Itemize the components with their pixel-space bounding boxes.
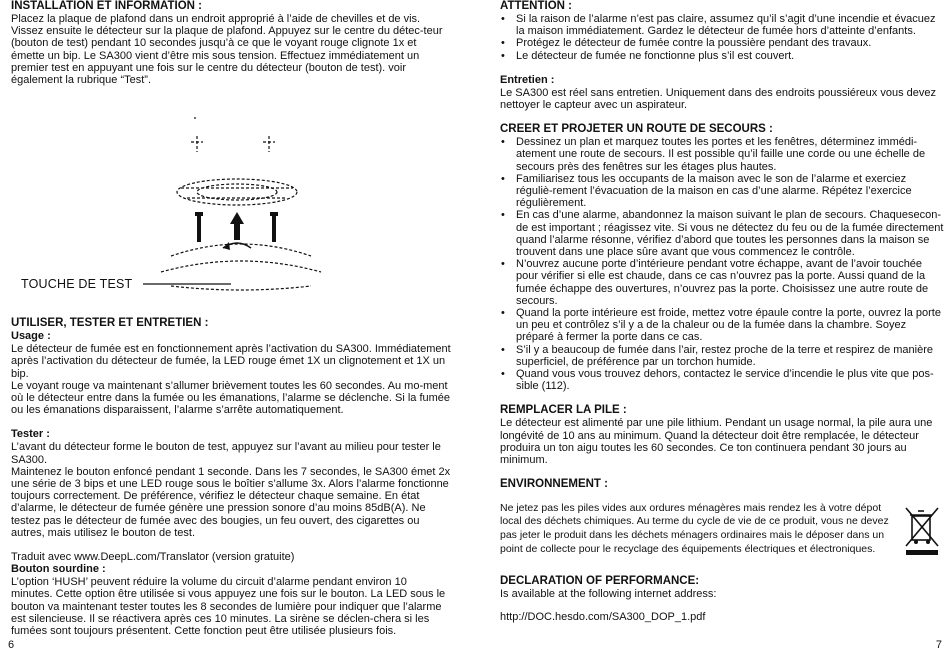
page-number-right: 7	[935, 639, 942, 651]
list-item: • Protégez le détecteur de fumée contre la poussière pendant des travaux.	[513, 37, 945, 49]
list-item: • Quand vous vous trouvez dehors, contactez le service d’incendie le plus vite que pos-sible (112).	[513, 368, 945, 392]
translated-note: Traduit avec www.DeepL.com/Translator (version gratuite)	[11, 551, 295, 564]
page-number-left: 6	[8, 639, 15, 651]
list-item: • Le détecteur de fumée ne fonctionne plus s’il est couvert.	[513, 50, 945, 62]
attention-list	[500, 13, 945, 62]
battery-text: Le détecteur est alimenté par une pile lithium. Pendant un usage normal, la pile aura une longévité de 10 ans au minimum. Quand la détecteur doit être remplacée, le détecteur produira un ton aigu toutes les 60 secondes. Ce ton continuera pendant 30 jours au minimum.	[500, 417, 933, 467]
hush-text: L’option ‘HUSH’ peuvent réduire la volume du circuit d’alarme pendant environ 10 minutes. Cette option être utilisée si vous appuyez une fois sur le bouton. La LED sous le bouton va maintenant tester toutes les 8 secondes de lumière pour indiquer que l’alarme est silencieuse. Il se réactivera après ces 10 minutes. La sirène se déclen-chera si les fumées sont toujours présentent. Cette fonction peut être utilisée plusieurs fois.	[11, 576, 446, 638]
list-item: • N’ouvrez aucune porte d’intérieure pendant votre échappe, avant de l’avoir touchée pour vérifier si elle est chaude, dans ce cas n’ouvrez pas la porte. Aussi quand de la fumée échappe des ouvertures, n’ouvrez pas la porte. Choisissez une autre route de secours.	[513, 258, 945, 307]
hush-subtitle: Bouton sourdine :	[11, 563, 106, 576]
battery-title: REMPLACER LA PILE :	[500, 404, 627, 417]
dop-title: DECLARATION OF PERFORMANCE:	[500, 574, 700, 587]
entretien-text: Le SA300 est réel sans entretien. Uniquement dans des endroits poussiéreux vous devez nettoyer le capteur avec un aspirateur.	[500, 86, 936, 112]
environment-text: Ne jetez pas les piles vides aux ordures ménagères mais rendez les à votre dépot local des déchets chimiques. Au terme du cycle de vie de ce produit, vous ne devez pas jeter le produit dans les déchets ménagers ordinaires mais le déposer dans un point de collecte pour le recyclage des équipements électriques et électroniques.	[500, 501, 889, 555]
weee-bin-icon	[904, 506, 940, 556]
environment-row	[500, 502, 945, 556]
list-item: • Dessinez un plan et marquez toutes les portes et les fenêtres, déterminez immédi-atement une route de secours. Il est possible qu’il faille une corde ou une échelle de secours près des fenêtres sur les étages plus hautes.	[513, 136, 945, 173]
test-button-label: TOUCHE DE TEST	[21, 277, 133, 292]
install-title: INSTALLATION ET INFORMATION :	[11, 0, 203, 12]
use-title: UTILISER, TESTER ET ENTRETIEN :	[11, 317, 209, 330]
tester-text: L’avant du détecteur forme le bouton de test, appuyez sur l’avant au milieu pour tester le SA300.	[11, 441, 441, 466]
list-item: • S’il y a beaucoup de fumée dans l’air, restez proche de la terre et respirez de manière superficiel, de préférence par un torchon humide.	[513, 344, 945, 368]
usage-text: Le détecteur de fumée est en fonctionnement après l’activation du SA300. Immédiatement après l’activation du détecteur de fumée, la LED rouge émet 1X un clignotement et 1X un bip.	[11, 343, 451, 380]
tester-text-2: Maintenez le bouton enfoncé pendant 1 seconde. Dans les 7 secondes, le SA300 émet 2x une série de 3 bips et une LED rouge sous le boîtier s’allume 3x. Alors l’alarme fonctionne toujours correctement. De préférence, vérifiez le détecteur chaque semaine. En état d’alarme, le détecteur de fumée génère une pression sonore d’au moins 85dB(A). Ne testez pas le détecteur de fumée avec des bougies, un feu ouvert, des cigarettes ou autres, mais utilisez le bouton de test.	[11, 465, 451, 539]
environment-title: ENVIRONNEMENT :	[500, 478, 608, 491]
detector-diagram	[11, 114, 451, 309]
attention-title: ATTENTION :	[500, 0, 572, 12]
route-list	[500, 136, 945, 392]
left-page	[11, 0, 451, 637]
usage-subtitle: Usage :	[11, 330, 51, 343]
list-item: • En cas d’une alarme, abandonnez la maison suivant le plan de secours. Chaquesecon-de est important ; réagissez vite. Si vous ne détectez du feu ou de la fumée directement quand l’alarme résonne, vérifiez d’abord que toutes les personnes dans la maison se trouvent dans une place sûre avant que vous commencez le contrôle.	[513, 209, 945, 258]
entretien-subtitle: Entretien :	[500, 73, 555, 86]
list-item: • Quand la porte intérieure est froide, mettez votre épaule contre la porte, ouvrez la porte un peu et contrôlez s’il y a de la chaleur ou de la fumée dans la chambre. Soyez préparé à fermer la porte dans ce cas.	[513, 307, 945, 344]
install-text: Placez la plaque de plafond dans un endroit approprié à l’aide de chevilles et de vis. Vissez ensuite le détecteur sur la plaque de plafond. Appuyez sur le centre du détec-teur (bouton de test) pendant 10 secondes jusqu’à ce que le voyant rouge clignote 1x et émette un bip. Le SA300 vient d’être mis sous tension. Effectuez immédiatement un premier test en appuyant une fois sur le centre du détecteur (bouton de test). voir également la rubrique “Test”.	[11, 13, 443, 87]
list-item: • Familiarisez tous les occupants de la maison avec le son de l’alarme et exerciez réguliè-rement l’évacuation de la maison en cas d’une alarme. Répétez l’exercice régulièrement.	[513, 173, 945, 210]
tester-subtitle: Tester :	[11, 428, 50, 441]
usage-text-2: Le voyant rouge va maintenant s’allumer brièvement toutes les 60 secondes. Au mo-ment où le détecteur entre dans la fumée ou les émanations, l’alarme se déclenche. Si la fumée ou les émanations disparaissent, l’alarme s’arrête automatiquement.	[11, 379, 451, 417]
list-item: • Si la raison de l’alarme n’est pas claire, assumez qu’il s’agit d’une incendie et évacuez la maison immédiatement. Gardez le détecteur de fumée hors d’atteinte d’enfants.	[513, 13, 945, 37]
right-page	[500, 0, 945, 634]
route-title: CREER ET PROJETER UN ROUTE DE SECOURS :	[500, 123, 773, 136]
dop-text: Is available at the following internet address:	[500, 587, 717, 600]
dop-url-link[interactable]: http://DOC.hesdo.com/SA300_DOP_1.pdf	[500, 610, 706, 623]
